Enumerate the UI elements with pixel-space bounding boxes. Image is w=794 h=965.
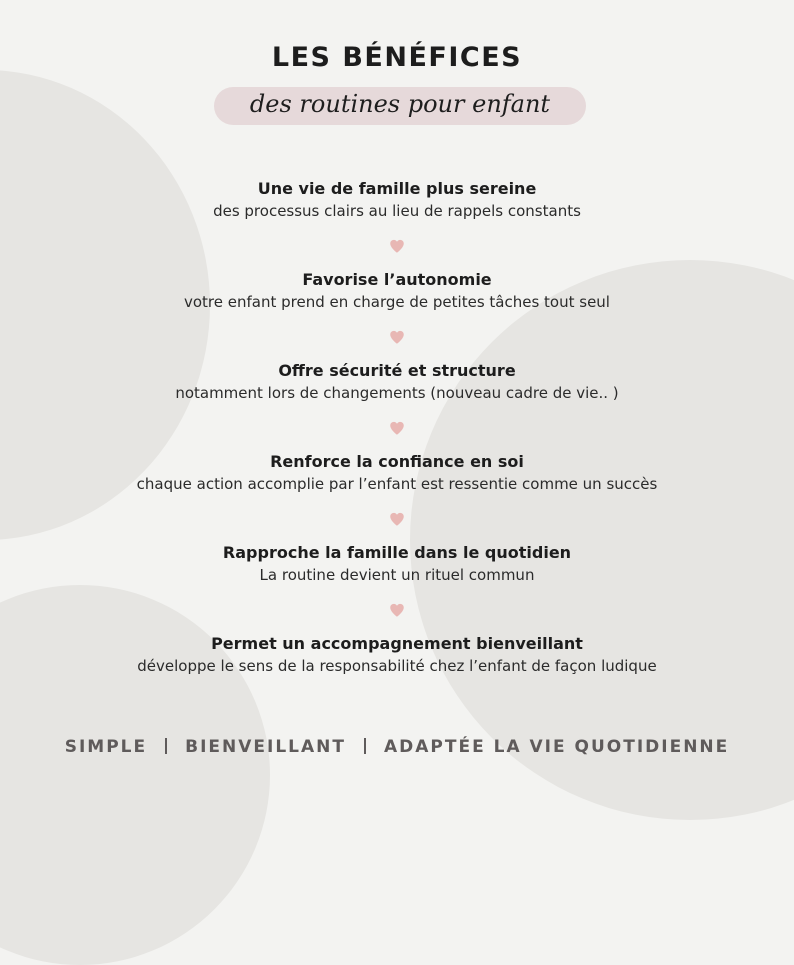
benefit-item xyxy=(0,269,794,313)
footer-separator xyxy=(165,738,167,754)
footer-item-adaptee: ADAPTÉE LA VIE QUOTIDIENNE xyxy=(383,737,730,757)
benefit-title: Renforce la confiance en soi xyxy=(270,452,524,471)
benefit-item xyxy=(0,451,794,495)
footer-item-simple: SIMPLE xyxy=(64,737,148,757)
benefit-description: votre enfant prend en charge de petites tâches tout seul xyxy=(184,293,610,311)
benefit-title: Rapproche la famille dans le quotidien xyxy=(222,543,572,562)
benefit-description: des processus clairs au lieu de rappels constants xyxy=(213,202,581,220)
benefit-title: Permet un accompagnement bienveillant xyxy=(211,634,583,653)
subtitle-highlight xyxy=(214,87,586,125)
benefit-item xyxy=(0,360,794,404)
benefit-title: Favorise l’autonomie xyxy=(302,270,492,289)
footer-item-bienveillant: BIENVEILLANT xyxy=(185,737,346,757)
page-subtitle: des routines pour enfant xyxy=(249,90,551,118)
benefit-title: Offre sécurité et structure xyxy=(278,361,516,380)
footer-separator xyxy=(364,738,366,754)
benefit-description: développe le sens de la responsabilité chez l’enfant de façon ludique xyxy=(137,657,657,675)
benefit-description: notamment lors de changements (nouveau cadre de vie.. ) xyxy=(175,384,619,402)
heart-icon xyxy=(0,495,794,542)
heart-icon xyxy=(0,586,794,633)
benefit-description: La routine devient un rituel commun xyxy=(259,566,535,584)
benefits-list xyxy=(0,178,794,677)
benefit-description: chaque action accomplie par l’enfant est ressentie comme un succès xyxy=(136,475,658,493)
heart-icon xyxy=(0,404,794,451)
benefit-title: Une vie de famille plus sereine xyxy=(257,179,537,198)
footer-tagline xyxy=(0,737,794,757)
page-title: LES BÉNÉFICES xyxy=(271,42,523,73)
benefit-item xyxy=(0,178,794,222)
benefit-item xyxy=(0,633,794,677)
heart-icon xyxy=(0,222,794,269)
benefit-item xyxy=(0,542,794,586)
heart-icon xyxy=(0,313,794,360)
